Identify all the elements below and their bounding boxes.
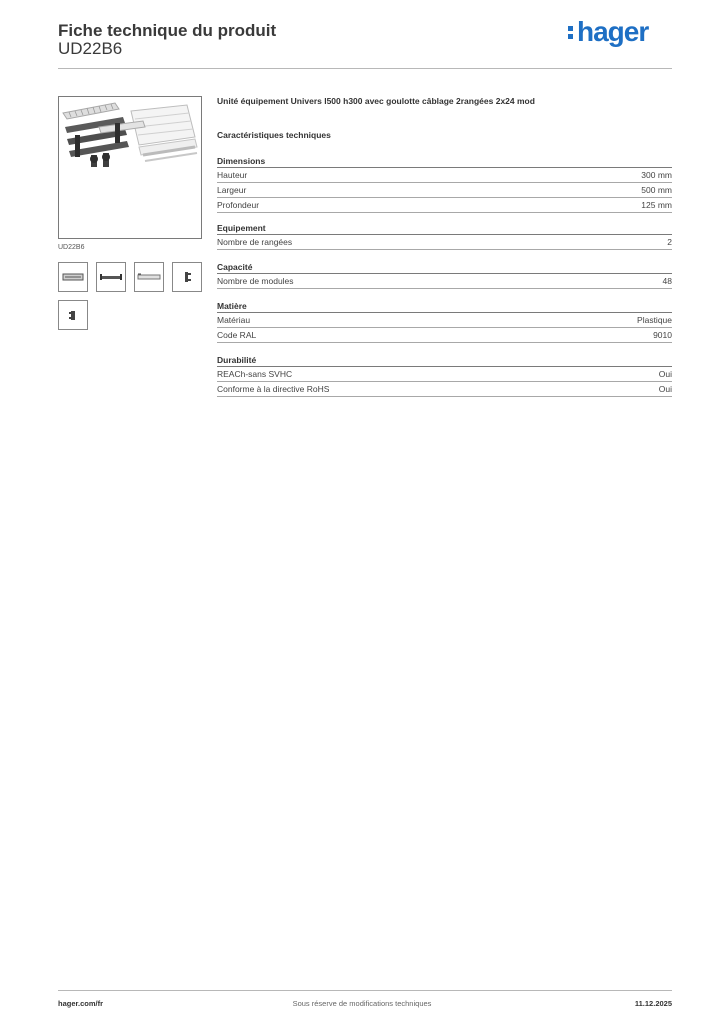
- bracket-icon: [173, 263, 201, 291]
- spec-group-durabilite: [217, 354, 672, 397]
- spec-label: Largeur: [217, 185, 247, 195]
- spec-label: Profondeur: [217, 200, 260, 210]
- spec-row: [217, 274, 672, 289]
- spec-row: [217, 328, 672, 343]
- spec-row: [217, 382, 672, 397]
- thumbnail-cable-duct[interactable]: [134, 262, 164, 292]
- spec-group-title: Matière: [217, 300, 672, 313]
- hager-logo[interactable]: [568, 16, 658, 48]
- spec-group-title: Capacité: [217, 261, 672, 274]
- footer-divider: [58, 990, 672, 991]
- spec-value: 9010: [653, 330, 672, 340]
- document-title: Fiche technique du produit: [58, 21, 277, 40]
- characteristics-heading: Caractéristiques techniques: [217, 130, 331, 140]
- thumbnail-clip[interactable]: [58, 300, 88, 330]
- product-photo[interactable]: [58, 96, 202, 239]
- spec-label: Hauteur: [217, 170, 248, 180]
- spec-row: [217, 183, 672, 198]
- thumbnail-rail[interactable]: [96, 262, 126, 292]
- spec-value: 48: [662, 276, 672, 286]
- spec-value: 125 mm: [641, 200, 672, 210]
- spec-row: [217, 235, 672, 250]
- spec-label: Matériau: [217, 315, 251, 325]
- footer-disclaimer: Sous réserve de modifications techniques: [292, 999, 432, 1008]
- product-description: Unité équipement Univers l500 h300 avec goulotte câblage 2rangées 2x24 mod: [217, 96, 535, 106]
- thumbnail-front-view[interactable]: [58, 262, 88, 292]
- spec-value: 300 mm: [641, 170, 672, 180]
- spec-row: [217, 198, 672, 213]
- logo-wordmark: hager: [577, 16, 649, 47]
- product-reference: UD22B6: [58, 39, 123, 58]
- spec-value: Oui: [658, 369, 672, 379]
- spec-label: Nombre de modules: [217, 276, 294, 286]
- header-divider: [58, 68, 672, 69]
- spec-label: Code RAL: [217, 330, 257, 340]
- spec-value: 2: [667, 237, 672, 247]
- footer-website-link[interactable]: hager.com/fr: [58, 999, 104, 1008]
- spec-group-equipement: [217, 222, 672, 250]
- spec-group-dimensions: [217, 155, 672, 213]
- rail-icon: [97, 263, 125, 291]
- logo-dot-bottom: [568, 34, 573, 39]
- spec-label: REACh-sans SVHC: [217, 369, 293, 379]
- equipment-unit-photo-icon: [59, 97, 201, 238]
- spec-group-capacite: [217, 261, 672, 289]
- spec-group-title: Equipement: [217, 222, 672, 235]
- front-view-icon: [59, 263, 87, 291]
- logo-dot-top: [568, 26, 573, 31]
- thumbnail-bracket[interactable]: [172, 262, 202, 292]
- cable-duct-icon: [135, 263, 163, 291]
- clip-icon: [59, 301, 87, 329]
- spec-group-title: Durabilité: [217, 354, 672, 367]
- spec-label: Conforme à la directive RoHS: [217, 384, 330, 394]
- spec-row: [217, 367, 672, 382]
- footer-date: 11.12.2025: [634, 999, 672, 1008]
- spec-value: Plastique: [637, 315, 672, 325]
- photo-caption: UD22B6: [58, 244, 85, 251]
- spec-value: 500 mm: [641, 185, 672, 195]
- spec-group-title: Dimensions: [217, 155, 672, 168]
- spec-row: [217, 168, 672, 183]
- spec-value: Oui: [658, 384, 672, 394]
- spec-row: [217, 313, 672, 328]
- spec-group-matiere: [217, 300, 672, 343]
- spec-label: Nombre de rangées: [217, 237, 293, 247]
